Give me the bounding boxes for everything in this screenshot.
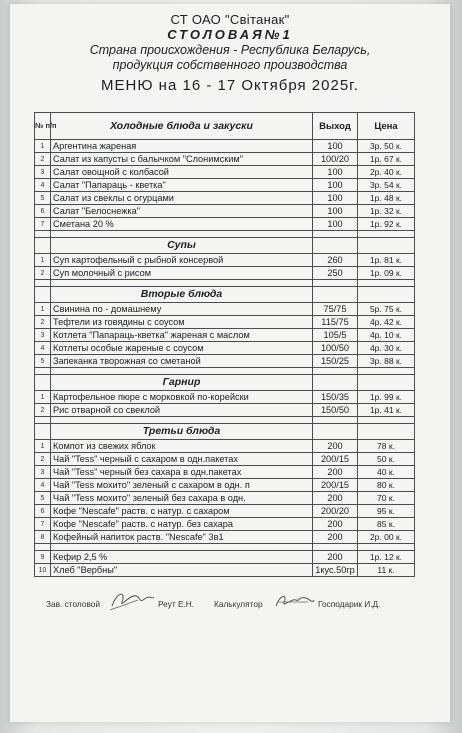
dish-price: 1р. 09 к. [358, 267, 415, 280]
empty-cell [35, 424, 51, 440]
table-row [35, 466, 415, 479]
table-row [35, 166, 415, 179]
row-number: 1 [35, 440, 51, 453]
empty-cell [313, 368, 358, 375]
dish-price: 1р. 81 к. [358, 254, 415, 267]
table-row [35, 505, 415, 518]
col-num-header: № п/п [35, 113, 51, 140]
menu-date: МЕНЮ на 16 - 17 Октября 2025г. [101, 77, 359, 94]
empty-cell [313, 280, 358, 287]
empty-cell [358, 544, 415, 551]
row-number: 1 [35, 140, 51, 153]
dish-output: 200 [313, 518, 358, 531]
dish-name: Салат из капусты с балычком "Слонимским" [51, 153, 313, 166]
category-garnish [35, 375, 415, 391]
dish-price: 3р. 50 к. [358, 140, 415, 153]
empty-cell [358, 424, 415, 440]
row-number: 2 [35, 316, 51, 329]
dish-output: 150/35 [313, 391, 358, 404]
row-number: 5 [35, 355, 51, 368]
dish-price: 1р. 92 к. [358, 218, 415, 231]
dish-name: Салат из свеклы с огурцами [51, 192, 313, 205]
dish-name: Кофе "Nescafe" раств. с натур. без сахара [51, 518, 313, 531]
dish-name: Кефир 2,5 % [51, 551, 313, 564]
dish-name: Суп молочный с рисом [51, 267, 313, 280]
row-number: 1 [35, 254, 51, 267]
dish-price: 1р. 41 к. [358, 404, 415, 417]
empty-cell [35, 280, 51, 287]
org-name: СТ ОАО "Світанак" [170, 12, 290, 27]
dish-price: 11 к. [358, 564, 415, 577]
dish-output: 75/75 [313, 303, 358, 316]
dish-name: Хлеб "Вербны" [51, 564, 313, 577]
row-number: 5 [35, 192, 51, 205]
dish-output: 105/5 [313, 329, 358, 342]
table-row [35, 254, 415, 267]
table-row [35, 205, 415, 218]
dish-output: 100 [313, 218, 358, 231]
table-row [35, 140, 415, 153]
dish-price: 3р. 88 к. [358, 355, 415, 368]
table-row [35, 179, 415, 192]
dish-name: Чай "Tess" черный без сахара в одн.пакетах [51, 466, 313, 479]
table-row [35, 267, 415, 280]
empty-cell [51, 417, 313, 424]
row-number: 2 [35, 453, 51, 466]
dish-output: 200 [313, 440, 358, 453]
row-number: 2 [35, 404, 51, 417]
dish-output: 260 [313, 254, 358, 267]
table-row [35, 551, 415, 564]
table-row [35, 564, 415, 577]
col-price-header: Цена [358, 113, 415, 140]
dish-output: 1кус.50гр [313, 564, 358, 577]
menu-table [34, 112, 415, 577]
empty-cell [35, 375, 51, 391]
dish-name: Кофе "Nescafe" раств. с натур. с сахаром [51, 505, 313, 518]
row-number: 4 [35, 479, 51, 492]
dish-price: 2р. 00 к. [358, 531, 415, 544]
row-number: 7 [35, 218, 51, 231]
calc-name: Господарик И.Д. [318, 599, 381, 609]
category-drinks [35, 424, 415, 440]
empty-cell [35, 287, 51, 303]
dish-output: 100/20 [313, 153, 358, 166]
dish-output: 100 [313, 179, 358, 192]
spacer-row [35, 417, 415, 424]
empty-cell [313, 238, 358, 254]
category-title: Супы [51, 238, 313, 254]
head-label: Зав. столовой [46, 599, 101, 609]
empty-cell [313, 424, 358, 440]
col-category-header: Холодные блюда и закуски [51, 113, 313, 140]
dish-price: 4р. 42 к. [358, 316, 415, 329]
table-row [35, 531, 415, 544]
category-soups [35, 238, 415, 254]
spacer-row [35, 280, 415, 287]
table-header-row [35, 113, 415, 140]
dish-name: Салат "Папараць - кветка" [51, 179, 313, 192]
dish-output: 100/50 [313, 342, 358, 355]
row-number: 3 [35, 329, 51, 342]
spacer-row [35, 544, 415, 551]
head-name: Реут Е.Н. [158, 599, 195, 609]
dish-price: 1р. 48 к. [358, 192, 415, 205]
dish-price: 3р. 54 к. [358, 179, 415, 192]
origin-line: Страна происхождения - Республика Беларусь, [89, 43, 371, 57]
empty-cell [51, 231, 313, 238]
table-row [35, 355, 415, 368]
dish-price: 2р. 40 к. [358, 166, 415, 179]
empty-cell [313, 375, 358, 391]
dish-output: 200/20 [313, 505, 358, 518]
row-number: 9 [35, 551, 51, 564]
row-number: 6 [35, 205, 51, 218]
dish-output: 150/25 [313, 355, 358, 368]
category-mains [35, 287, 415, 303]
table-row [35, 479, 415, 492]
dish-price: 78 к. [358, 440, 415, 453]
dish-price: 1р. 32 к. [358, 205, 415, 218]
table-row [35, 342, 415, 355]
table-row [35, 391, 415, 404]
empty-cell [358, 375, 415, 391]
dish-output: 100 [313, 205, 358, 218]
empty-cell [358, 417, 415, 424]
table-row [35, 518, 415, 531]
dish-output: 200 [313, 531, 358, 544]
row-number: 1 [35, 391, 51, 404]
dish-output: 100 [313, 192, 358, 205]
row-number: 10 [35, 564, 51, 577]
row-number: 7 [35, 518, 51, 531]
dish-name: Картофельное пюре с морковкой по-корейски [51, 391, 313, 404]
menu-header [10, 12, 450, 96]
empty-cell [51, 280, 313, 287]
col-output-header: Выход [313, 113, 358, 140]
empty-cell [35, 544, 51, 551]
empty-cell [313, 231, 358, 238]
table-row [35, 192, 415, 205]
row-number: 1 [35, 303, 51, 316]
empty-cell [313, 544, 358, 551]
spacer-row [35, 231, 415, 238]
table-row [35, 329, 415, 342]
dish-name: Свинина по - домашнему [51, 303, 313, 316]
dish-output: 200/15 [313, 479, 358, 492]
dish-price: 85 к. [358, 518, 415, 531]
empty-cell [358, 231, 415, 238]
table-row [35, 404, 415, 417]
empty-cell [35, 231, 51, 238]
table-row [35, 218, 415, 231]
row-number: 3 [35, 166, 51, 179]
dish-price: 5р. 75 к. [358, 303, 415, 316]
empty-cell [51, 368, 313, 375]
category-title: Третьи блюда [51, 424, 313, 440]
dish-price: 80 к. [358, 479, 415, 492]
dish-price: 95 к. [358, 505, 415, 518]
calc-signature-scribble [272, 590, 316, 612]
table-row [35, 492, 415, 505]
menu-table-body [35, 113, 415, 577]
dish-output: 250 [313, 267, 358, 280]
dish-price: 4р. 30 к. [358, 342, 415, 355]
empty-cell [51, 544, 313, 551]
row-number: 2 [35, 153, 51, 166]
table-row [35, 440, 415, 453]
empty-cell [35, 368, 51, 375]
dish-price: 1р. 67 к. [358, 153, 415, 166]
table-row [35, 316, 415, 329]
row-number: 5 [35, 492, 51, 505]
row-number: 4 [35, 342, 51, 355]
dish-output: 100 [313, 140, 358, 153]
dish-price: 1р. 12 к. [358, 551, 415, 564]
dish-output: 200 [313, 492, 358, 505]
empty-cell [358, 280, 415, 287]
row-number: 8 [35, 531, 51, 544]
dish-output: 115/75 [313, 316, 358, 329]
canteen-title: СТОЛОВАЯ№1 [167, 27, 293, 42]
dish-name: Аргентина жареная [51, 140, 313, 153]
dish-name: Салат "Белоснежка" [51, 205, 313, 218]
head-signature-scribble [108, 588, 156, 612]
row-number: 3 [35, 466, 51, 479]
table-row [35, 153, 415, 166]
dish-name: Чай "Tess" черный с сахаром в одн.пакетах [51, 453, 313, 466]
category-title: Гарнир [51, 375, 313, 391]
dish-output: 200/15 [313, 453, 358, 466]
table-row [35, 303, 415, 316]
row-number: 6 [35, 505, 51, 518]
table-row [35, 453, 415, 466]
spacer-row [35, 368, 415, 375]
dish-name: Котлета "Папараць-кветка" жареная с маслом [51, 329, 313, 342]
dish-name: Компот из свежих яблок [51, 440, 313, 453]
dish-output: 100 [313, 166, 358, 179]
dish-name: Кофейный напиток раств. "Nescafe" 3в1 [51, 531, 313, 544]
row-number: 2 [35, 267, 51, 280]
dish-price: 4р. 10 к. [358, 329, 415, 342]
empty-cell [35, 417, 51, 424]
empty-cell [358, 287, 415, 303]
dish-output: 200 [313, 551, 358, 564]
dish-output: 200 [313, 466, 358, 479]
empty-cell [358, 238, 415, 254]
dish-price: 50 к. [358, 453, 415, 466]
dish-name: Салат овощной с колбасой [51, 166, 313, 179]
empty-cell [35, 238, 51, 254]
category-title: Вторые блюда [51, 287, 313, 303]
dish-price: 70 к. [358, 492, 415, 505]
dish-price: 1р. 99 к. [358, 391, 415, 404]
dish-name: Запеканка творожная со сметаной [51, 355, 313, 368]
production-line: продукция собственного производства [112, 58, 348, 72]
dish-price: 40 к. [358, 466, 415, 479]
dish-name: Суп картофельный с рыбной консервой [51, 254, 313, 267]
dish-name: Котлеты особые жареные с соусом [51, 342, 313, 355]
empty-cell [358, 368, 415, 375]
dish-name: Тефтели из говядины с соусом [51, 316, 313, 329]
dish-name: Рис отварной со свеклой [51, 404, 313, 417]
calc-label: Калькулятор [214, 599, 263, 609]
dish-name: Чай "Tess мохито" зеленый с сахаром в одн. п [51, 479, 313, 492]
dish-name: Чай "Tess мохито" зеленый без сахара в одн. [51, 492, 313, 505]
dish-output: 150/50 [313, 404, 358, 417]
empty-cell [313, 417, 358, 424]
row-number: 4 [35, 179, 51, 192]
dish-name: Сметана 20 % [51, 218, 313, 231]
empty-cell [313, 287, 358, 303]
